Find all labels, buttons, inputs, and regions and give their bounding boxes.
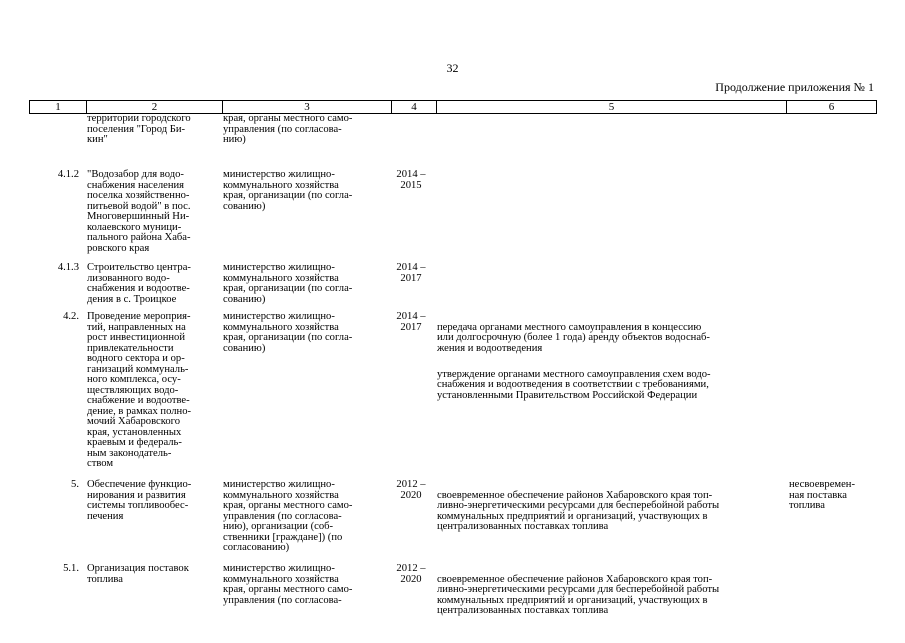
row-number: 4.1.2 — [57, 169, 79, 180]
row-executor: министерство жилищно- коммунального хозяйства края, организации (по согла- сованию) — [223, 311, 353, 354]
table-row — [29, 480, 875, 564]
row-number: 4.2. — [63, 311, 79, 322]
row-term: 2014 – 2015 — [396, 169, 426, 191]
row-activity: Обеспечение функцио- нирования и развития системы топливообес- печения — [87, 479, 192, 522]
row-number: 5. — [71, 479, 79, 490]
row-term: 2012 – 2020 — [396, 479, 426, 501]
row-result — [437, 312, 785, 412]
row-result — [437, 170, 785, 207]
row-term: 2014 – 2017 — [396, 311, 426, 333]
table-row — [29, 312, 875, 480]
row-activity: "Водозабор для водо- снабжения населения поселка хозяйственно- питьевой водой" в пос. Многовершинный Ни- колаевского муници- пального района Хаба- ровского края — [87, 169, 191, 254]
row-number: 5.1. — [63, 563, 79, 574]
row-executor: министерство жилищно- коммунального хозяйства края, организации (по согла- сованию) — [223, 169, 353, 212]
column-header-4: 4 — [392, 101, 437, 114]
row-activity: Организация поставок топлива — [87, 563, 189, 585]
table-row — [29, 564, 875, 614]
column-header-6: 6 — [787, 101, 877, 114]
continuation-label: Продолжение приложения № 1 — [715, 80, 874, 94]
row-term: 2014 – 2017 — [396, 262, 426, 284]
row-activity: территории городского поселения "Город Би- кин" — [87, 113, 191, 145]
row-activity: Строительство центра- лизованного водо- снабжения и водоотве- дения в с. Троицкое — [87, 262, 191, 305]
row-risk: несвоевремен- ная поставка топлива — [789, 479, 855, 511]
table-row — [29, 114, 875, 170]
row-executor: края, органы местного само- управления (по согласова- нию) — [223, 113, 353, 145]
column-header-table — [29, 100, 877, 114]
column-header-5: 5 — [437, 101, 787, 114]
row-result-text: своевременное обеспечение районов Хабаровского края топ- ливно-энергетическими ресурсами для бесперебойной работы коммунальных предприятий и организаций, участвующих в централизованных поставках топлива — [437, 489, 720, 532]
column-header-3: 3 — [223, 101, 392, 114]
column-header-1: 1 — [30, 101, 87, 114]
row-term: 2012 – 2020 — [396, 563, 426, 585]
column-header-2: 2 — [87, 101, 223, 114]
row-result-text: утверждение органами местного самоуправления схем водо- снабжения и водоотведения в соответствии с требованиями, установленными Правительством Российской Федерации — [437, 368, 711, 401]
page-number: 32 — [446, 61, 459, 75]
column-header-row — [30, 101, 877, 114]
row-result-text: передача органами местного самоуправления в концессию или долгосрочную (более 1 года) аренду объектов водоснаб- жения и водоотведения — [437, 321, 710, 354]
row-executor: министерство жилищно- коммунального хозяйства края, органы местного само- управления (по согласова- нию), организации (соб- ственники [граждане]) (по согласованию) — [223, 479, 353, 553]
row-number: 4.1.3 — [57, 262, 79, 273]
table-row — [29, 170, 875, 263]
row-executor: министерство жилищно- коммунального хозяйства края, организации (по согла- сованию) — [223, 262, 353, 305]
row-activity: Проведение мероприя- тий, направленных на рост инвестиционной привлекательности водного сектора и ор- ганизаций коммуналь- ного комплекса, осу- ществляющих водо- снабжение и водоотве- дение, в рамках полно- мочий Хабаровского края, установленных краевым и федераль- ным законодатель- ством — [87, 311, 192, 469]
row-executor: министерство жилищно- коммунального хозяйства края, органы местного само- управления (по согласова- — [223, 563, 353, 606]
row-result — [437, 114, 785, 151]
row-result — [437, 480, 785, 559]
row-result — [437, 564, 785, 643]
row-result — [437, 263, 785, 300]
row-result-text: своевременное обеспечение районов Хабаровского края топ- ливно-энергетическими ресурсами для бесперебойной работы коммунальных предприятий и организаций, участвующих в централизованных поставках топлива — [437, 573, 720, 616]
table-body — [29, 114, 875, 614]
table-row — [29, 263, 875, 312]
